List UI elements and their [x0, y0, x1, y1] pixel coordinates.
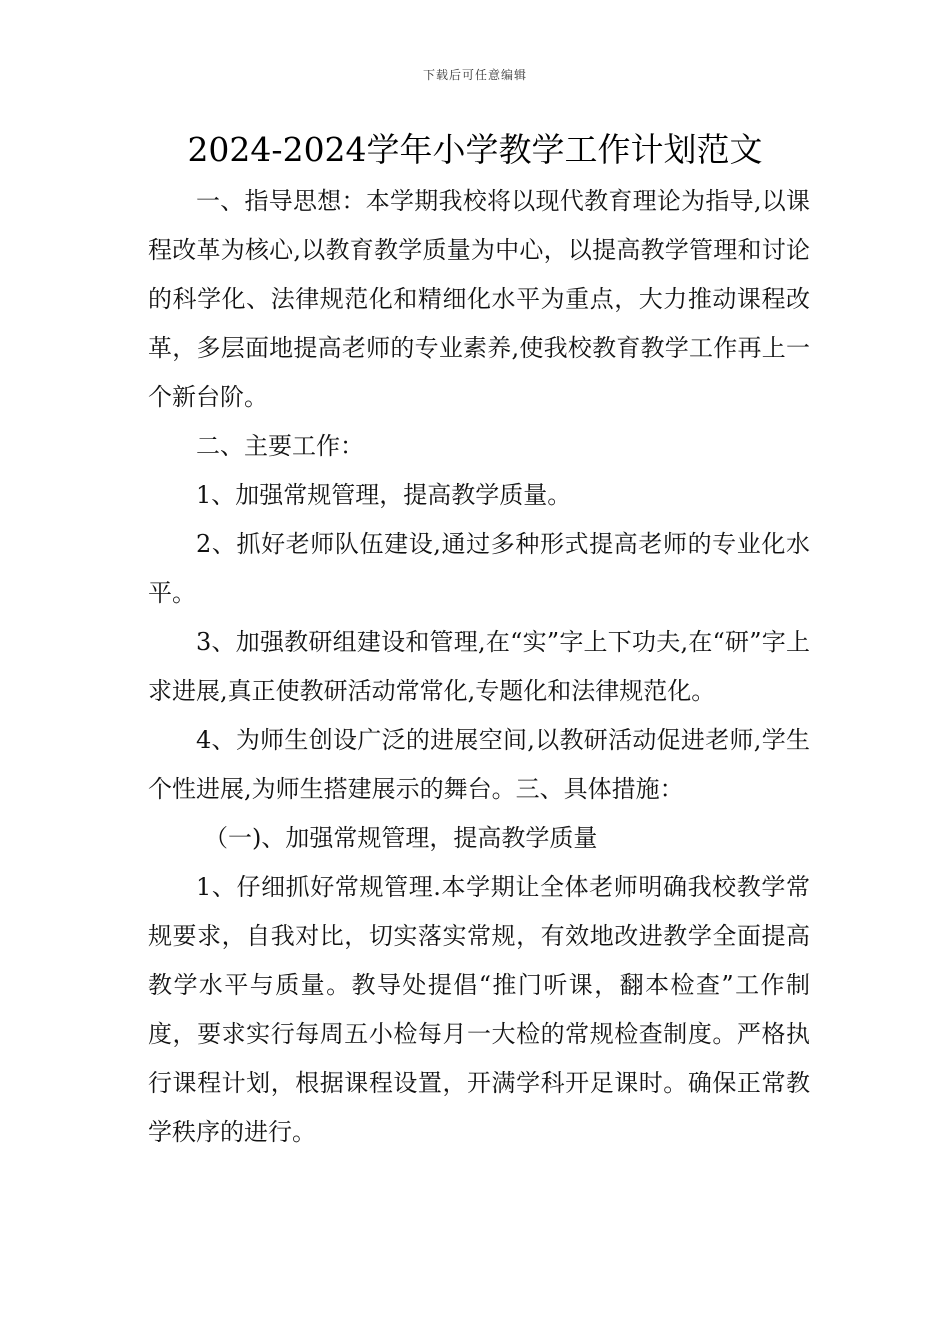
paragraph-work-item-2: 2、抓好老师队伍建设,通过多种形式提高老师的专业化水平。 [148, 530, 810, 607]
paragraph-measures-subheading: （一)、加强常规管理，提高教学质量 [204, 824, 598, 852]
paragraph-work-item-3: 3、加强教研组建设和管理,在“实”字上下功夫,在“研”字上求进展,真正使教研活动常常化,专题化和法律规范化。 [148, 628, 810, 705]
paragraph-main-work-heading: 二、主要工作： [196, 432, 364, 460]
document-body [148, 177, 810, 1157]
paragraph-measure-1: 1、仔细抓好常规管理.本学期让全体老师明确我校教学常规要求，自我对比，切实落实常规，有效地改进教学全面提高教学水平与质量。教导处提倡“推门听课，翻本检查”工作制度，要求实行每周五小检每月一大检的常规检查制度。严格执行课程计划，根据课程设置，开满学科开足课时。确保正常教学秩序的进行。 [148, 873, 810, 1146]
paragraph-work-item-1: 1、加强常规管理，提高教学质量。 [196, 481, 572, 509]
paragraph-guiding-ideology: 一、指导思想：本学期我校将以现代教育理论为指导,以课程改革为核心,以教育教学质量为中心，以提高教学管理和讨论的科学化、法律规范化和精细化水平为重点，大力推动课程改革，多层面地提高老师的专业素养,使我校教育教学工作再上一个新台阶。 [148, 187, 810, 411]
page-header-note: 下载后可任意编辑 [422, 68, 527, 82]
document-title: 2024-2024学年小学教学工作计划范文 [187, 130, 763, 169]
paragraph-work-item-4: 4、为师生创设广泛的进展空间,以教研活动促进老师,学生个性进展,为师生搭建展示的舞台。三、具体措施： [148, 726, 810, 803]
